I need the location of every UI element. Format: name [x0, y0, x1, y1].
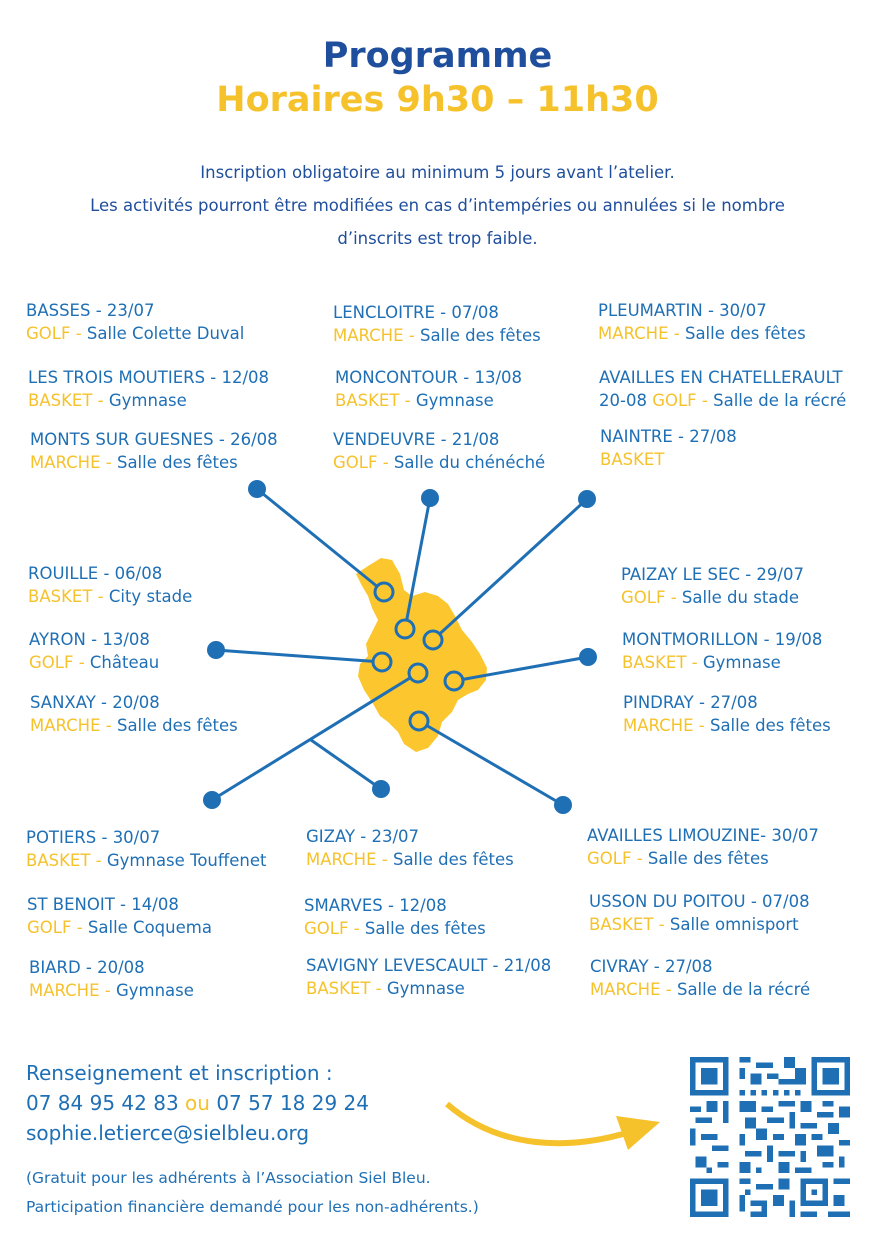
event-place: GIZAY - 23/07: [306, 827, 420, 846]
event-entry: [589, 890, 810, 936]
event-place: ROUILLE - 06/08: [28, 564, 163, 583]
event-venue: Gymnase Touffenet: [106, 851, 267, 870]
event-entry: [30, 428, 278, 474]
arrow-head: [616, 1116, 660, 1150]
event-activity: MARCHE -: [306, 850, 393, 869]
event-activity: BASKET -: [589, 915, 670, 934]
event-venue: Château: [89, 653, 160, 672]
event-venue: Salle des fêtes: [647, 849, 769, 868]
intro-line: Inscription obligatoire au minimum 5 jours avant l’atelier.: [200, 163, 675, 182]
event-place: CIVRAY - 27/08: [590, 957, 713, 976]
event-place: SMARVES - 12/08: [304, 896, 447, 915]
event-entry: [333, 301, 541, 347]
event-place: VENDEUVRE - 21/08: [333, 430, 500, 449]
phone-or: ou: [185, 1091, 210, 1115]
event-entry: [599, 366, 846, 412]
event-activity: GOLF -: [27, 918, 88, 937]
event-entry: [622, 628, 822, 674]
email-link[interactable]: sophie.letierce@sielbleu.org: [26, 1121, 310, 1145]
event-activity: MARCHE -: [590, 980, 677, 999]
event-activity: MARCHE -: [30, 453, 117, 472]
event-place: NAINTRE - 27/08: [600, 427, 737, 446]
page-subtitle: Horaires 9h30 – 11h30: [216, 80, 659, 120]
contact-heading: Renseignement et inscription :: [26, 1061, 333, 1085]
event-activity: MARCHE -: [29, 981, 116, 1000]
note-line: Participation financière demandé pour les non-adhérents.): [26, 1198, 479, 1216]
event-place: LES TROIS MOUTIERS - 12/08: [28, 368, 270, 387]
event-activity: GOLF -: [333, 453, 394, 472]
event-activity: GOLF -: [652, 391, 714, 410]
event-activity: GOLF -: [304, 919, 365, 938]
event-venue: Salle du stade: [681, 588, 800, 607]
event-entry: [30, 691, 238, 737]
event-place: MONCONTOUR - 13/08: [335, 368, 523, 387]
event-place: SAVIGNY LEVESCAULT - 21/08: [306, 956, 552, 975]
event-entry: [28, 366, 269, 412]
event-venue: Salle des fêtes: [364, 919, 486, 938]
event-activity: BASKET -: [335, 391, 416, 410]
event-entry: [306, 825, 514, 871]
note-line: (Gratuit pour les adhérents à l’Association Siel Bleu.: [26, 1169, 431, 1187]
event-place: ST BENOIT - 14/08: [27, 895, 179, 914]
event-place: BIARD - 20/08: [29, 958, 145, 977]
event-entry: [26, 826, 266, 872]
event-entry: [335, 366, 522, 412]
event-activity: BASKET -: [28, 587, 109, 606]
event-place: BASSES - 23/07: [26, 301, 155, 320]
event-venue: Salle de la récré: [713, 391, 847, 410]
event-activity: GOLF -: [29, 653, 90, 672]
event-venue: Gymnase: [386, 979, 465, 998]
event-entry: [600, 425, 737, 471]
event-activity: BASKET -: [26, 851, 107, 870]
event-venue: Salle des fêtes: [392, 850, 514, 869]
event-entry: [306, 954, 551, 1000]
event-venue: Salle omnisport: [669, 915, 799, 934]
phone-link-1[interactable]: 07 84 95 42 83: [26, 1091, 179, 1115]
event-place: POTIERS - 30/07: [26, 828, 161, 847]
event-place: AVAILLES LIMOUZINE- 30/07: [587, 826, 819, 845]
event-entry: [333, 428, 545, 474]
event-activity: BASKET -: [28, 391, 109, 410]
event-entry: [590, 955, 810, 1001]
event-place: USSON DU POITOU - 07/08: [589, 892, 810, 911]
event-venue: Gymnase: [115, 981, 194, 1000]
event-date: 20-08: [599, 391, 653, 410]
event-place: LENCLOITRE - 07/08: [333, 303, 499, 322]
event-activity: GOLF -: [26, 324, 87, 343]
event-venue: Salle des fêtes: [419, 326, 541, 345]
event-activity: BASKET -: [306, 979, 387, 998]
event-venue: Salle des fêtes: [116, 716, 238, 735]
event-place: MONTMORILLON - 19/08: [622, 630, 823, 649]
curved-arrow-icon: [447, 1104, 630, 1143]
event-entry: [29, 628, 159, 674]
event-entry: [27, 893, 212, 939]
event-activity: MARCHE -: [598, 324, 685, 343]
event-place: MONTS SUR GUESNES - 26/08: [30, 430, 278, 449]
event-venue: Gymnase: [108, 391, 187, 410]
event-place: AYRON - 13/08: [29, 630, 150, 649]
event-place: PINDRAY - 27/08: [623, 693, 758, 712]
event-activity: MARCHE -: [30, 716, 117, 735]
pricing-note: [26, 1164, 479, 1222]
event-entry: [598, 299, 806, 345]
phone-link-2[interactable]: 07 57 18 29 24: [216, 1091, 370, 1115]
event-venue: Salle des fêtes: [684, 324, 806, 343]
event-activity: MARCHE -: [623, 716, 710, 735]
event-entry: [29, 956, 194, 1002]
event-venue: Salle Colette Duval: [86, 324, 245, 343]
intro-line: Les activités pourront être modifiées en cas d’intempéries ou annulées si le nombre: [90, 196, 785, 215]
event-entry: [26, 299, 244, 345]
event-venue: Salle des fêtes: [116, 453, 238, 472]
event-place: SANXAY - 20/08: [30, 693, 160, 712]
event-place: PLEUMARTIN - 30/07: [598, 301, 767, 320]
event-place: PAIZAY LE SEC - 29/07: [621, 565, 804, 584]
event-entry: [28, 562, 192, 608]
event-activity: MARCHE -: [333, 326, 420, 345]
page-title: Programme: [322, 36, 553, 76]
event-entry: [623, 691, 831, 737]
event-entry: [621, 563, 804, 609]
event-venue: Salle des fêtes: [709, 716, 831, 735]
event-venue: Salle du chénéché: [393, 453, 546, 472]
qr-code-icon[interactable]: [690, 1057, 850, 1217]
event-activity: GOLF -: [621, 588, 682, 607]
event-place: AVAILLES EN CHATELLERAULT: [599, 368, 843, 387]
event-venue: City stade: [108, 587, 193, 606]
event-venue: Gymnase: [702, 653, 781, 672]
event-activity: GOLF -: [587, 849, 648, 868]
event-venue: Salle Coquema: [87, 918, 212, 937]
event-venue: Salle de la récré: [676, 980, 811, 999]
event-activity: BASKET -: [622, 653, 703, 672]
contact-block: [26, 1058, 369, 1148]
contact-phones: [26, 1088, 369, 1118]
intro-line: d’inscrits est trop faible.: [337, 229, 538, 248]
event-activity: BASKET: [600, 450, 665, 469]
event-entry: [304, 894, 486, 940]
event-entry: [587, 824, 819, 870]
event-venue: Gymnase: [415, 391, 494, 410]
